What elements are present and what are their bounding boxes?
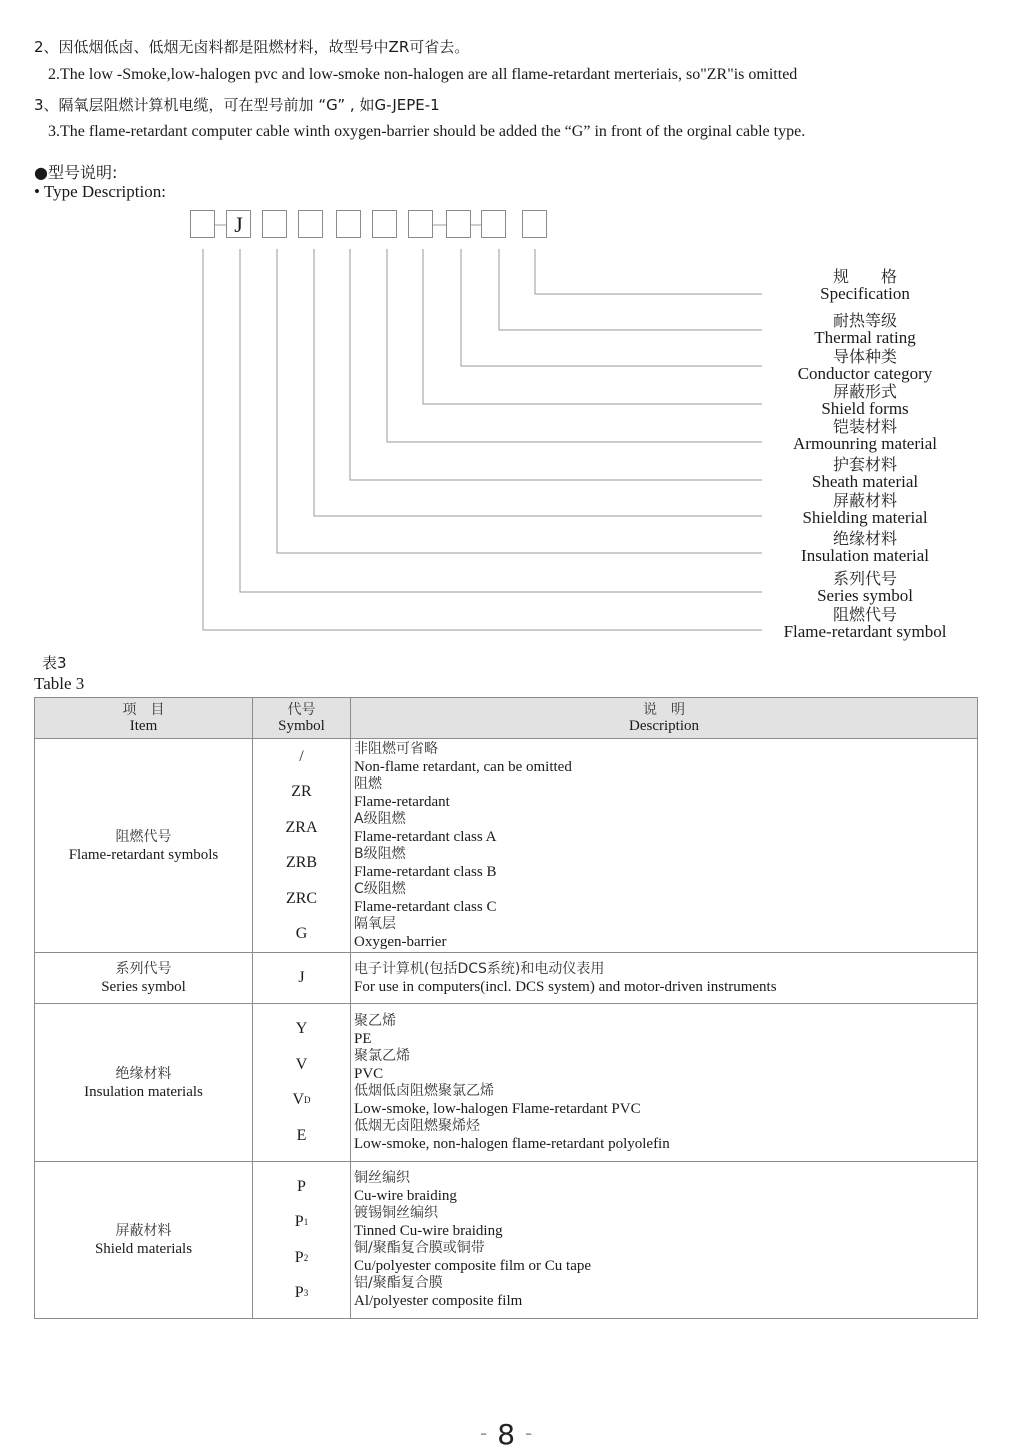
description-cn: 聚乙烯 [354,1012,396,1029]
label-en: Sheath material [811,472,919,491]
header-item [35,698,253,739]
label-en: Shielding material [802,508,928,527]
item-en: Shield materials [94,1241,193,1257]
label-cn: 导体种类 [832,347,897,366]
description-cell [351,1162,978,1319]
item-cn: 系列代号 [115,961,172,977]
item-en: Flame-retardant symbols [68,846,219,863]
connector-line [535,249,762,294]
symbol-code [253,846,350,882]
label-cn: 绝缘材料 [832,529,897,548]
header-item-cn: 项 目 [122,702,165,718]
symbol-text: J [298,969,305,986]
type-code-label [765,606,965,640]
description-cn: A级阻燃 [354,810,406,827]
symbol-subscript: D [304,1095,311,1106]
description-cn: 低烟无卤阻燃聚烯烃 [354,1117,480,1134]
code-box [262,210,287,238]
symbol-code [253,1240,350,1276]
table-group-row [35,1162,978,1319]
symbol-cell [253,953,351,1004]
label-cn: 系列代号 [832,569,897,588]
description-en: Cu/polyester composite film or Cu tape [354,1258,592,1274]
description-cn: C级阻燃 [354,880,406,897]
description-cn: 低烟低卤阻燃聚氯乙烯 [354,1082,494,1099]
label-en: Armounring material [793,434,937,453]
description-en: Flame-retardant [354,793,450,810]
symbol-subscript: 3 [303,1288,309,1299]
code-box: J [226,210,251,238]
label-cn: 耐热等级 [832,311,897,330]
connector-line [240,249,762,592]
symbol-text: Y [295,1020,308,1038]
item-cn: 屏蔽材料 [115,1223,172,1239]
type-code-label [765,348,965,382]
description-en: Flame-retardant class A [354,828,497,845]
label-en: Conductor category [797,364,933,383]
symbol-code [253,960,350,996]
description-cn: 非阻燃可省略 [354,740,438,757]
table-group-row [35,953,978,1004]
label-en: Thermal rating [814,328,916,347]
label-en: Series symbol [817,586,913,605]
item-en: Series symbol [101,979,186,995]
description-en: Flame-retardant class C [354,898,497,915]
symbol-cell [253,1004,351,1162]
note-3-en: 3.The flame-retardant computer cable winth oxygen-barrier should be added the “G” in front of the orginal cable type. [48,123,806,140]
symbol-text: P [294,1284,304,1302]
description-entry [351,1118,977,1153]
connector-line [423,249,762,404]
description-entry [351,1170,977,1205]
description-entry [351,1205,977,1240]
description-en: Oxygen-barrier [354,933,447,950]
symbol-cell [253,1162,351,1319]
description-cell [351,739,978,953]
label-cn: 护套材料 [832,455,897,474]
label-cn: 屏蔽形式 [832,382,897,401]
page-dash-left: - [480,1421,488,1445]
symbol-code [253,1205,350,1241]
connector-line [314,249,762,516]
description-entry [351,1275,977,1310]
code-box [190,210,215,238]
header-item-en: Item [129,718,158,734]
page-dash-right: - [525,1421,533,1445]
description-en: For use in computers(incl. DCS system) and motor-driven instruments [354,978,777,995]
description-entry [351,1240,977,1275]
description-entry [351,1013,977,1048]
symbol-code [253,917,350,953]
label-en: Specification [820,284,910,303]
connector-line [461,249,762,366]
description-entry [351,1048,977,1083]
description-cn: 隔氧层 [354,915,396,932]
symbol-code [253,1169,350,1205]
description-en: Tinned Cu-wire braiding [354,1223,503,1239]
symbol-text: V [292,1091,305,1109]
label-en: Shield forms [821,399,909,418]
description-en: Al/polyester composite film [354,1293,523,1309]
table-group-row [35,1004,978,1162]
symbol-text: G [295,925,308,943]
note-2-en: 2.The low -Smoke,low-halogen pvc and low-smoke non-halogen are all flame-retardant merteriais, so"ZR"is omitted [48,66,798,83]
description-cn: 阻燃 [354,775,382,792]
description-en: Flame-retardant class B [354,863,497,880]
label-cn: 铠装材料 [832,417,897,436]
type-description-heading-en: • Type Description: [34,182,166,201]
symbol-code [253,1012,350,1048]
type-code-label [765,530,965,564]
description-cn: B级阻燃 [354,845,406,862]
type-code-label [765,312,965,346]
code-box [372,210,397,238]
description-en: Non-flame retardant, can be omitted [354,758,572,775]
symbol-text: ZRA [285,818,318,836]
description-en: PE [354,1030,372,1047]
symbol-text: / [299,747,304,765]
symbol-text: E [296,1126,307,1144]
header-description [351,698,978,739]
description-cn: 电子计算机(包括DCS系统)和电动仪表用 [354,960,605,977]
connector-line [387,249,762,442]
item-cell [35,739,253,953]
description-cn: 聚氯乙烯 [354,1047,410,1064]
symbol-text: P [297,1177,306,1195]
connector-line [499,249,762,330]
connector-line [350,249,762,480]
header-symbol-cn: 代号 [287,702,316,718]
description-en: Low-smoke, non-halogen flame-retardant polyolefin [354,1135,670,1152]
type-code-label [765,570,965,604]
description-cn: 镀锡铜丝编织 [354,1205,438,1221]
item-cn: 阻燃代号 [115,828,172,845]
header-description-cn: 说 明 [643,702,685,718]
description-entry [351,741,977,776]
header-symbol [253,698,351,739]
header-description-en: Description [629,718,699,734]
code-box [481,210,506,238]
symbol-text: ZRC [285,889,318,907]
table-group-row [35,739,978,953]
description-entry [351,881,977,916]
description-cn: 铝/聚酯复合膜 [354,1275,443,1291]
symbol-text: P [294,1248,304,1266]
description-cell [351,1004,978,1162]
label-cn: 屏蔽材料 [832,491,897,510]
symbol-text: P [294,1213,304,1231]
label-cn: 阻燃代号 [832,605,897,624]
description-entry [351,846,977,881]
code-box [298,210,323,238]
label-cn: 规 格 [832,267,897,286]
note-2-cn: 2、因低烟低卤、低烟无卤料都是阻燃材料，故型号中ZR可省去。 [34,38,470,56]
symbol-text: ZRB [285,854,318,872]
spec-table [34,697,978,1319]
label-en: Flame-retardant symbol [783,622,947,641]
connector-line [203,249,762,630]
item-cell [35,953,253,1004]
type-code-label [765,456,965,490]
code-box [336,210,361,238]
symbol-text: ZR [291,783,312,801]
symbol-code [253,1047,350,1083]
symbol-subscript: 1 [303,1217,309,1228]
symbol-code [253,810,350,846]
code-box [522,210,547,238]
description-entry [351,916,977,951]
item-cell [35,1162,253,1319]
type-code-label [765,383,965,417]
description-entry [351,1083,977,1118]
page-number [470,1418,542,1451]
description-entry [351,961,977,996]
item-cn: 绝缘材料 [115,1065,172,1082]
description-en: Low-smoke, low-halogen Flame-retardant PVC [354,1100,641,1117]
symbol-code [253,775,350,811]
symbol-code [253,1118,350,1154]
code-box [446,210,471,238]
item-cell [35,1004,253,1162]
symbol-cell [253,739,351,953]
description-en: PVC [354,1065,384,1082]
code-box [408,210,433,238]
type-code-label [765,492,965,526]
symbol-code [253,739,350,775]
description-entry [351,811,977,846]
description-cn: 铜丝编织 [354,1170,410,1186]
symbol-code [253,1276,350,1312]
note-3-cn: 3、隔氧层阻燃计算机电缆，可在型号前加 “G” , 如G-JEPE-1 [34,96,440,114]
symbol-text: V [295,1055,308,1073]
symbol-code [253,881,350,917]
label-en: Insulation material [801,546,929,565]
description-cn: 铜/聚酯复合膜或铜带 [354,1240,485,1256]
page-number-value: 8 [497,1418,516,1451]
symbol-subscript: 2 [303,1252,309,1263]
type-description-heading-cn: ●型号说明: [34,163,118,182]
header-symbol-en: Symbol [278,718,325,734]
type-code-label [765,418,965,452]
table-caption-en: Table 3 [34,674,85,693]
table-caption-cn: 表3 [42,654,67,672]
description-cell [351,953,978,1004]
item-en: Insulation materials [84,1083,203,1100]
table-header-row [35,698,978,739]
description-en: Cu-wire braiding [354,1188,457,1204]
symbol-code [253,1083,350,1119]
description-entry [351,776,977,811]
type-code-label [765,268,965,302]
